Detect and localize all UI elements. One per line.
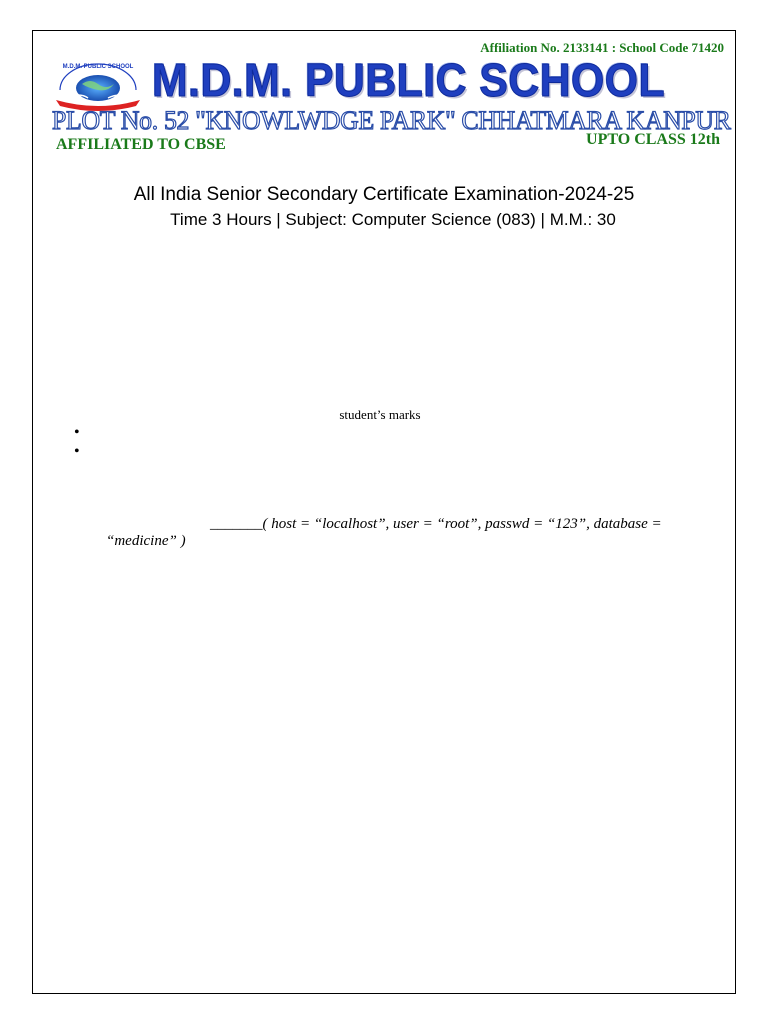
affiliated-to-cbse: AFFILIATED TO CBSE xyxy=(56,136,226,153)
exam-title: All India Senior Secondary Certificate Examination-2024-25 xyxy=(133,184,635,205)
exam-subtitle: Time 3 Hours | Subject: Computer Science (083) | M.M.: 30 xyxy=(170,210,616,229)
svg-text:M.D.M. PUBLIC SCHOOL: M.D.M. PUBLIC SCHOOL xyxy=(62,64,134,70)
bullet-point: • xyxy=(74,443,80,460)
connection-code-line: _______( host = “localhost”, user = “root”, passwd = “123”, database = xyxy=(210,516,662,532)
school-address: PLOT No. 52 "KNOWLWDGE PARK" CHHATMARA KANPUR xyxy=(52,106,731,135)
affiliation-number: Affiliation No. 2133141 : School Code 71420 xyxy=(480,40,724,55)
page-border xyxy=(32,30,736,994)
upto-class: UPTO CLASS 12th xyxy=(586,131,720,148)
marks-label: student’s marks xyxy=(339,407,421,422)
school-name: M.D.M. PUBLIC SCHOOL xyxy=(152,54,666,106)
bullet-point: • xyxy=(74,424,80,441)
globe-emblem-icon xyxy=(50,56,146,112)
connection-code-continuation: “medicine” ) xyxy=(106,533,186,549)
